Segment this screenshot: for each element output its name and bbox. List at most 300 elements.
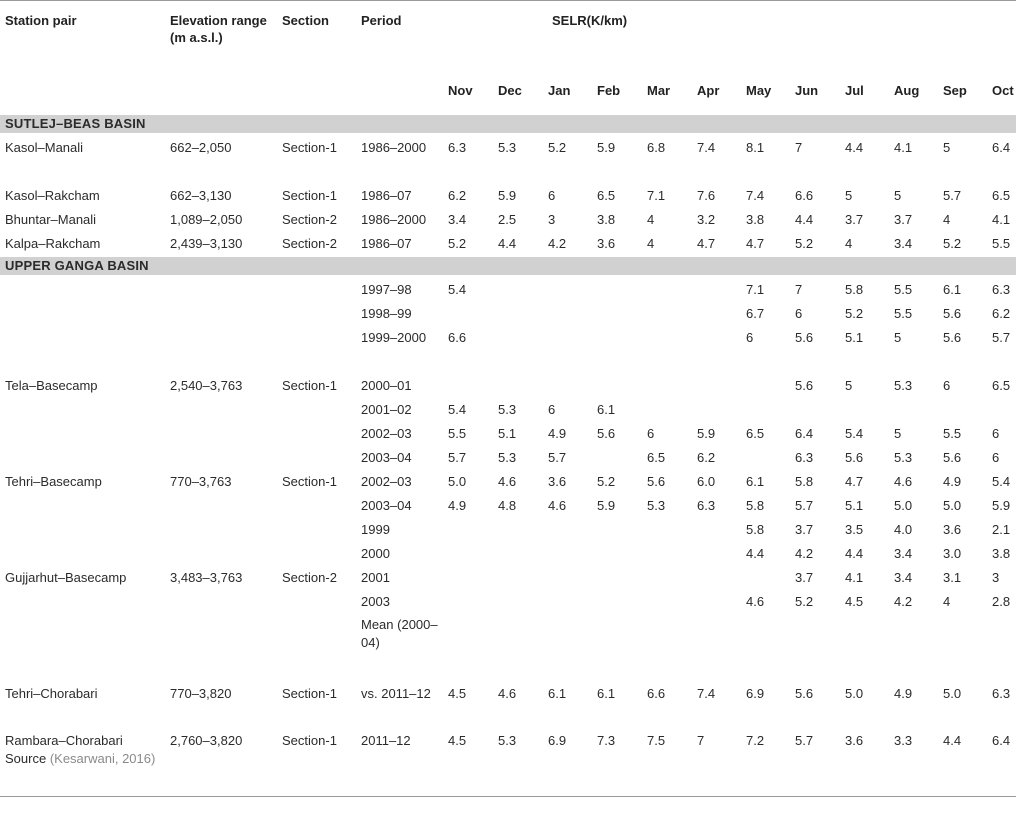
value-cell-aug: 3.4 [894,570,913,585]
elevation-range-cell: 3,483–3,763 [170,570,243,585]
value-cell-jul: 5.8 [845,282,864,297]
table-row [0,396,1016,420]
value-cell-dec: 4.8 [498,498,517,513]
station-pair-cell [0,492,166,516]
value-cell-feb: 5.2 [597,474,616,489]
value-cell-apr [692,324,741,372]
value-cell-apr: 3.2 [697,212,716,227]
station-pair-cell [0,230,166,256]
value-cell-feb: 5.9 [597,498,616,513]
elevation-range-cell [166,444,278,468]
value-cell-jul: 3.7 [845,212,864,227]
value-cell-jul [840,396,889,420]
value-cell-sep: 5.5 [943,426,962,441]
value-cell-apr [692,588,741,612]
value-cell-feb [592,540,642,564]
station-pair-text: Kasol–Rakcham [5,188,100,203]
value-cell-may [741,372,790,396]
table-row [0,300,1016,324]
station-pair-text: Tehri–Basecamp [5,474,102,489]
value-cell-jun: 3.7 [795,570,814,585]
header-row [0,1,1016,83]
value-cell-jun [790,612,840,680]
section-cell [278,396,361,420]
value-cell-jan [543,564,592,588]
value-cell-sep: 4 [943,594,951,609]
station-pair-cell [0,182,166,206]
value-cell-jul: 5.1 [845,330,864,345]
value-cell-sep: 5.6 [943,330,962,345]
value-cell-mar: 7.5 [642,728,692,797]
station-pair-cell [0,396,166,420]
value-cell-sep: 3.1 [943,570,962,585]
table-row [0,680,1016,728]
value-cell-jun: 7 [795,140,803,155]
value-cell-sep: 4.9 [943,474,962,489]
station-pair-text: Kalpa–Rakcham [5,236,101,251]
table-body [0,114,1016,797]
value-cell-nov: 6.3 [448,140,467,155]
elevation-range-cell: 2,439–3,130 [170,236,243,251]
value-cell-jun: 6.4 [795,426,814,441]
value-cell-jan: 5.7 [548,450,567,465]
basin-header-row [0,114,1016,134]
header-month-apr: Apr [692,82,741,114]
value-cell-apr [692,276,741,301]
header-elevation: Elevation range (m a.s.l.) [166,1,278,114]
basin-header-row [0,256,1016,276]
elevation-range-cell: 662–2,050 [170,140,232,155]
section-cell: Section-1 [282,188,337,203]
value-cell-jan: 3 [548,212,556,227]
station-pair-cell [0,444,166,468]
value-cell-jun: 7 [795,282,803,297]
value-cell-aug [889,396,938,420]
value-cell-mar: 5.3 [647,498,666,513]
value-cell-nov: 5.5 [448,426,467,441]
elevation-range-cell: 2,760–3,820 [166,728,278,797]
value-cell-jun: 4.4 [795,212,814,227]
value-cell-oct: 2.8 [992,594,1011,609]
value-cell-apr: 6.2 [697,450,716,465]
value-cell-feb [592,276,642,301]
value-cell-dec: 4.4 [498,236,517,251]
value-cell-mar: 6.8 [647,140,666,155]
value-cell-nov: 5.2 [448,236,467,251]
value-cell-mar [642,300,692,324]
value-cell-dec: 4.6 [498,474,517,489]
value-cell-feb [592,324,642,372]
elevation-range-cell: 2,540–3,763 [170,378,243,393]
value-cell-oct: 4.1 [992,212,1011,227]
period-cell: 1999–2000 [361,330,427,345]
value-cell-nov: 6.2 [448,188,467,203]
elevation-range-cell [166,612,278,680]
section-cell [278,516,361,540]
station-pair-text: Bhuntar–Manali [5,212,97,227]
value-cell-mar: 7.1 [647,188,666,203]
value-cell-aug: 4.9 [894,686,913,701]
header-station-pair: Station pair [0,1,166,114]
value-cell-jul: 3.5 [845,522,864,537]
value-cell-dec [493,612,543,680]
elevation-range-cell: 662–3,130 [170,188,232,203]
value-cell-sep: 5.0 [943,498,962,513]
value-cell-dec: 5.3 [493,728,543,797]
value-cell-dec: 5.9 [498,188,517,203]
period-cell: 2001 [361,570,390,585]
value-cell-apr: 6.0 [697,474,716,489]
period-cell: 2001–02 [361,402,412,417]
station-pair-text: Tela–Basecamp [5,378,98,393]
header-month-jan: Jan [543,82,592,114]
elevation-range-cell [166,300,278,324]
value-cell-aug: 4.6 [894,474,913,489]
station-pair-cell [0,680,166,728]
section-cell [278,300,361,324]
value-cell-apr [692,612,741,680]
station-pair-cell [0,468,166,492]
value-cell-may: 4.6 [746,594,765,609]
period-cell: Mean (2000–04) [361,617,438,650]
table-row [0,612,1016,680]
value-cell-may: 5.8 [746,498,765,513]
value-cell-oct: 6 [992,450,1000,465]
value-cell-aug: 3.4 [894,546,913,561]
value-cell-dec [493,324,543,372]
period-cell: 1997–98 [361,282,412,297]
value-cell-dec: 5.3 [498,140,517,155]
period-cell: 2003–04 [361,498,412,513]
value-cell-aug: 3.7 [894,212,913,227]
value-cell-aug: 5.3 [894,450,913,465]
elevation-range-cell [166,492,278,516]
station-pair-cell [0,564,166,588]
value-cell-nov [443,564,493,588]
value-cell-jul: 4.1 [845,570,864,585]
value-cell-sep: 4 [943,212,951,227]
value-cell-feb [592,564,642,588]
value-cell-jun: 6 [795,306,803,321]
header-period: Period [361,1,443,114]
value-cell-sep: 5.2 [943,236,962,251]
table-row [0,420,1016,444]
header-section: Section [278,1,361,114]
elevation-range-cell: 770–3,820 [170,686,232,701]
value-cell-nov [443,516,493,540]
table-row [0,540,1016,564]
header-month-jun: Jun [790,82,840,114]
value-cell-jan: 4.9 [548,426,567,441]
value-cell-nov: 4.5 [443,728,493,797]
table-row [0,444,1016,468]
elevation-range-cell [166,516,278,540]
value-cell-jun: 5.7 [790,728,840,797]
value-cell-feb: 5.6 [597,426,616,441]
value-cell-jul: 4.5 [845,594,864,609]
value-cell-nov [443,372,493,396]
value-cell-oct: 5.7 [992,330,1011,345]
station-pair-cell [0,588,166,612]
period-cell: vs. 2011–12 [361,686,431,701]
value-cell-oct: 6 [992,426,1000,441]
section-cell: Section-2 [282,212,337,227]
value-cell-oct [987,396,1016,420]
value-cell-dec [493,276,543,301]
value-cell-oct: 3.8 [992,546,1011,561]
value-cell-dec: 2.5 [498,212,517,227]
section-cell: Section-1 [282,686,337,701]
value-cell-aug: 5.3 [894,378,913,393]
station-pair-cell [0,300,166,324]
value-cell-jun: 5.2 [795,594,814,609]
value-cell-apr: 5.9 [697,426,716,441]
value-cell-aug: 5.5 [894,306,913,321]
header-month-oct: Oct [987,82,1016,114]
header-month-feb: Feb [592,82,642,114]
value-cell-apr: 4.7 [697,236,716,251]
section-cell: Section-2 [282,570,337,585]
value-cell-jun: 5.6 [795,378,814,393]
value-cell-nov: 4.5 [448,686,467,701]
value-cell-sep [938,612,987,680]
value-cell-may: 6.1 [746,474,765,489]
value-cell-sep [938,396,987,420]
value-cell-jul: 4.4 [845,546,864,561]
value-cell-may [741,564,790,588]
value-cell-feb [592,444,642,468]
value-cell-jan: 6.9 [543,728,592,797]
value-cell-jun: 5.2 [795,236,814,251]
elevation-range-cell: 1,089–2,050 [170,212,243,227]
station-pair-cell [0,206,166,230]
value-cell-sep: 4.4 [938,728,987,797]
value-cell-jun: 6.3 [795,450,814,465]
value-cell-nov [443,588,493,612]
value-cell-sep: 5.6 [943,450,962,465]
header-month-dec: Dec [493,82,543,114]
value-cell-aug: 5.0 [894,498,913,513]
value-cell-may: 7.4 [746,188,765,203]
value-cell-jan: 6 [548,402,556,417]
value-cell-apr [692,540,741,564]
value-cell-jun: 4.2 [795,546,814,561]
value-cell-aug: 5.5 [894,282,913,297]
value-cell-jan [543,276,592,301]
value-cell-oct: 2.1 [992,522,1011,537]
value-cell-apr [692,564,741,588]
value-cell-apr [692,300,741,324]
value-cell-may [741,444,790,468]
value-cell-jul: 5.6 [845,450,864,465]
value-cell-dec [493,372,543,396]
value-cell-oct: 6.5 [992,378,1011,393]
value-cell-oct [987,612,1016,680]
value-cell-may: 7.1 [746,282,765,297]
value-cell-may: 5.8 [746,522,765,537]
value-cell-oct: 3 [992,570,1000,585]
value-cell-sep: 3.0 [943,546,962,561]
station-pair-cell [0,324,166,372]
station-pair-text: Gujjarhut–Basecamp [5,570,127,585]
value-cell-aug: 4.1 [894,140,913,155]
value-cell-nov: 5.0 [448,474,467,489]
value-cell-mar [642,516,692,540]
value-cell-may: 6.9 [746,686,765,701]
value-cell-nov: 4.9 [448,498,467,513]
value-cell-jul: 5 [845,188,853,203]
value-cell-dec [493,300,543,324]
period-cell: 2002–03 [361,426,412,441]
value-cell-nov: 5.4 [448,402,467,417]
table-row [0,492,1016,516]
value-cell-jan [543,324,592,372]
station-pair-cell [0,728,166,797]
value-cell-jul: 5 [845,378,853,393]
period-cell: 2000 [361,546,390,561]
value-cell-jul: 3.6 [840,728,889,797]
value-cell-jul: 5.4 [845,426,864,441]
value-cell-jan [543,300,592,324]
table-row [0,324,1016,372]
period-cell: 2002–03 [361,474,412,489]
station-pair-cell [0,540,166,564]
header-selr: SELR(K/km) [443,1,1016,83]
value-cell-sep: 5 [943,140,951,155]
period-cell: 2003–04 [361,450,412,465]
period-cell: 2011–12 [361,728,443,797]
value-cell-dec: 5.3 [498,402,517,417]
value-cell-oct: 6.4 [987,728,1016,797]
value-cell-may: 3.8 [746,212,765,227]
value-cell-jan [543,540,592,564]
value-cell-jan [543,588,592,612]
value-cell-mar [642,372,692,396]
value-cell-aug: 4.2 [894,594,913,609]
value-cell-aug: 5 [894,330,902,345]
value-cell-feb: 6.1 [597,402,616,417]
section-cell [278,276,361,301]
value-cell-feb [592,588,642,612]
value-cell-nov: 5.7 [448,450,467,465]
station-pair-cell [0,612,166,680]
elevation-range-cell [166,276,278,301]
value-cell-jan: 5.2 [548,140,567,155]
value-cell-aug: 4.0 [894,522,913,537]
value-cell-jul [840,612,889,680]
value-cell-aug: 3.3 [889,728,938,797]
value-cell-apr: 7.4 [697,686,716,701]
value-cell-jul: 5.0 [845,686,864,701]
value-cell-mar [642,564,692,588]
section-cell: Section-1 [282,378,337,393]
value-cell-apr: 7 [692,728,741,797]
value-cell-jan: 6 [548,188,556,203]
period-cell: 2003 [361,594,390,609]
value-cell-dec [493,588,543,612]
value-cell-mar [642,396,692,420]
value-cell-mar: 6.6 [647,686,666,701]
value-cell-oct: 6.5 [992,188,1011,203]
value-cell-feb: 7.3 [592,728,642,797]
header-month-sep: Sep [938,82,987,114]
value-cell-dec: 5.3 [498,450,517,465]
elevation-range-cell: 770–3,763 [170,474,232,489]
value-cell-jul: 4 [845,236,853,251]
station-pair-cell [0,276,166,301]
header-month-may: May [741,82,790,114]
value-cell-jun: 5.6 [795,330,814,345]
value-cell-apr [692,516,741,540]
value-cell-feb: 3.8 [597,212,616,227]
value-cell-feb: 5.9 [597,140,616,155]
table-row [0,230,1016,256]
elevation-range-cell [166,396,278,420]
header-month-nov: Nov [443,82,493,114]
value-cell-may: 6 [746,330,754,345]
value-cell-apr: 7.4 [697,140,716,155]
value-cell-nov: 5.4 [448,282,467,297]
value-cell-dec: 5.1 [498,426,517,441]
value-cell-mar: 5.6 [647,474,666,489]
table-row [0,468,1016,492]
value-cell-oct: 6.3 [992,282,1011,297]
value-cell-oct: 6.4 [992,140,1011,155]
value-cell-may: 4.4 [746,546,765,561]
value-cell-dec [493,564,543,588]
value-cell-nov: 3.4 [448,212,467,227]
value-cell-may: 6.5 [746,426,765,441]
elevation-range-cell [166,324,278,372]
elevation-range-cell [166,588,278,612]
station-pair-cell [0,372,166,396]
basin-name: SUTLEJ–BEAS BASIN [0,114,1016,134]
section-cell [278,420,361,444]
value-cell-jun: 5.7 [795,498,814,513]
value-cell-sep: 6 [943,378,951,393]
value-cell-aug: 3.4 [894,236,913,251]
station-pair-text: Rambara–Chorabari [5,733,123,748]
table-row [0,372,1016,396]
table-row [0,516,1016,540]
value-cell-may: 4.7 [746,236,765,251]
value-cell-jun: 5.6 [795,686,814,701]
value-cell-jan [543,516,592,540]
value-cell-mar [642,588,692,612]
value-cell-oct: 6.3 [992,686,1011,701]
value-cell-jun [790,396,840,420]
section-cell [278,492,361,516]
section-cell [278,540,361,564]
value-cell-apr [692,372,741,396]
table-row [0,206,1016,230]
period-cell: 1986–2000 [361,140,427,155]
source-reference-link[interactable]: (Kesarwani, 2016) [49,750,156,766]
value-cell-feb [592,612,642,680]
section-cell [278,444,361,468]
value-cell-jun: 6.6 [795,188,814,203]
station-pair-cell [0,134,166,183]
value-cell-oct: 5.9 [992,498,1011,513]
table-row [0,134,1016,183]
header-month-jul: Jul [840,82,889,114]
section-cell [278,324,361,372]
value-cell-jul: 4.7 [845,474,864,489]
elevation-range-cell [166,420,278,444]
period-cell: 1998–99 [361,306,412,321]
value-cell-jan [543,372,592,396]
table-row [0,276,1016,301]
